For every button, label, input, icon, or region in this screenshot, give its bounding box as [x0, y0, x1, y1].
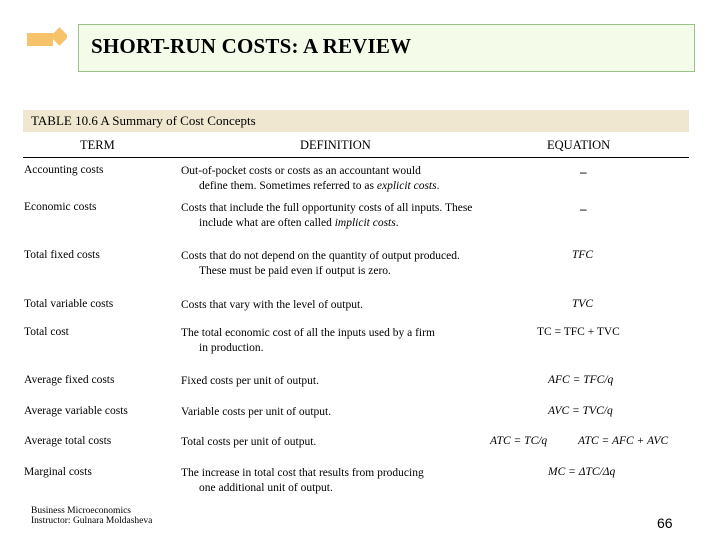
row-definition: Costs that include the full opportunity costs of all inputs. These include what are often called implicit costs. [181, 202, 473, 229]
row-term: Economic costs [24, 201, 97, 213]
row-definition: Costs that vary with the level of output. [181, 299, 364, 311]
row-term: Total fixed costs [24, 249, 100, 261]
row-equation: TVC [572, 298, 594, 310]
header-divider [23, 157, 689, 158]
row-definition: Costs that do not depend on the quantity of output produced. These must be paid even if output is zero. [181, 250, 460, 277]
row-definition: The total economic cost of all the inputs used by a firm in production. [181, 327, 435, 354]
row-term: Average variable costs [24, 405, 128, 417]
column-header-term: TERM [80, 138, 115, 152]
row-term: Accounting costs [24, 164, 104, 176]
row-term: Marginal costs [24, 466, 92, 478]
row-equation: AVC = TVC/q [548, 405, 613, 417]
row-term: Average fixed costs [24, 374, 115, 386]
table-caption: TABLE 10.6 A Summary of Cost Concepts [31, 113, 256, 128]
row-definition: Total costs per unit of output. [181, 436, 317, 448]
slide-title-box [78, 24, 695, 72]
row-term: Total variable costs [24, 298, 114, 310]
row-equation: MC = ΔTC/Δq [548, 466, 616, 478]
row-equation: – [580, 164, 587, 179]
row-equation: TC = TFC + TVC [537, 326, 620, 338]
bullet-arrow-icon [27, 27, 67, 51]
footer-course: Business Microeconomics [31, 506, 132, 516]
footer [31, 506, 152, 526]
row-term: Average total costs [24, 435, 112, 447]
row-definition: The increase in total cost that results from producing one additional unit of output. [181, 467, 424, 494]
row-equation-alt: ATC = AFC + AVC [578, 435, 669, 447]
column-header-definition: DEFINITION [300, 138, 371, 152]
table-caption-band [23, 110, 689, 132]
slide-title: SHORT-RUN COSTS: A REVIEW [91, 34, 412, 58]
row-equation: TFC [572, 249, 594, 261]
row-definition: Out-of-pocket costs or costs as an accountant would define them. Sometimes referred to as explicit costs. [181, 165, 440, 192]
row-equation: AFC = TFC/q [548, 374, 614, 386]
row-definition: Variable costs per unit of output. [181, 406, 332, 418]
row-term: Total cost [24, 326, 69, 338]
page-number: 66 [657, 515, 673, 531]
row-equation: ATC = TC/q [490, 435, 548, 447]
row-equation: – [580, 201, 587, 216]
column-header-equation: EQUATION [547, 138, 611, 152]
footer-instructor: Instructor: Gulnara Moldasheva [31, 516, 153, 526]
row-definition: Fixed costs per unit of output. [181, 375, 319, 387]
